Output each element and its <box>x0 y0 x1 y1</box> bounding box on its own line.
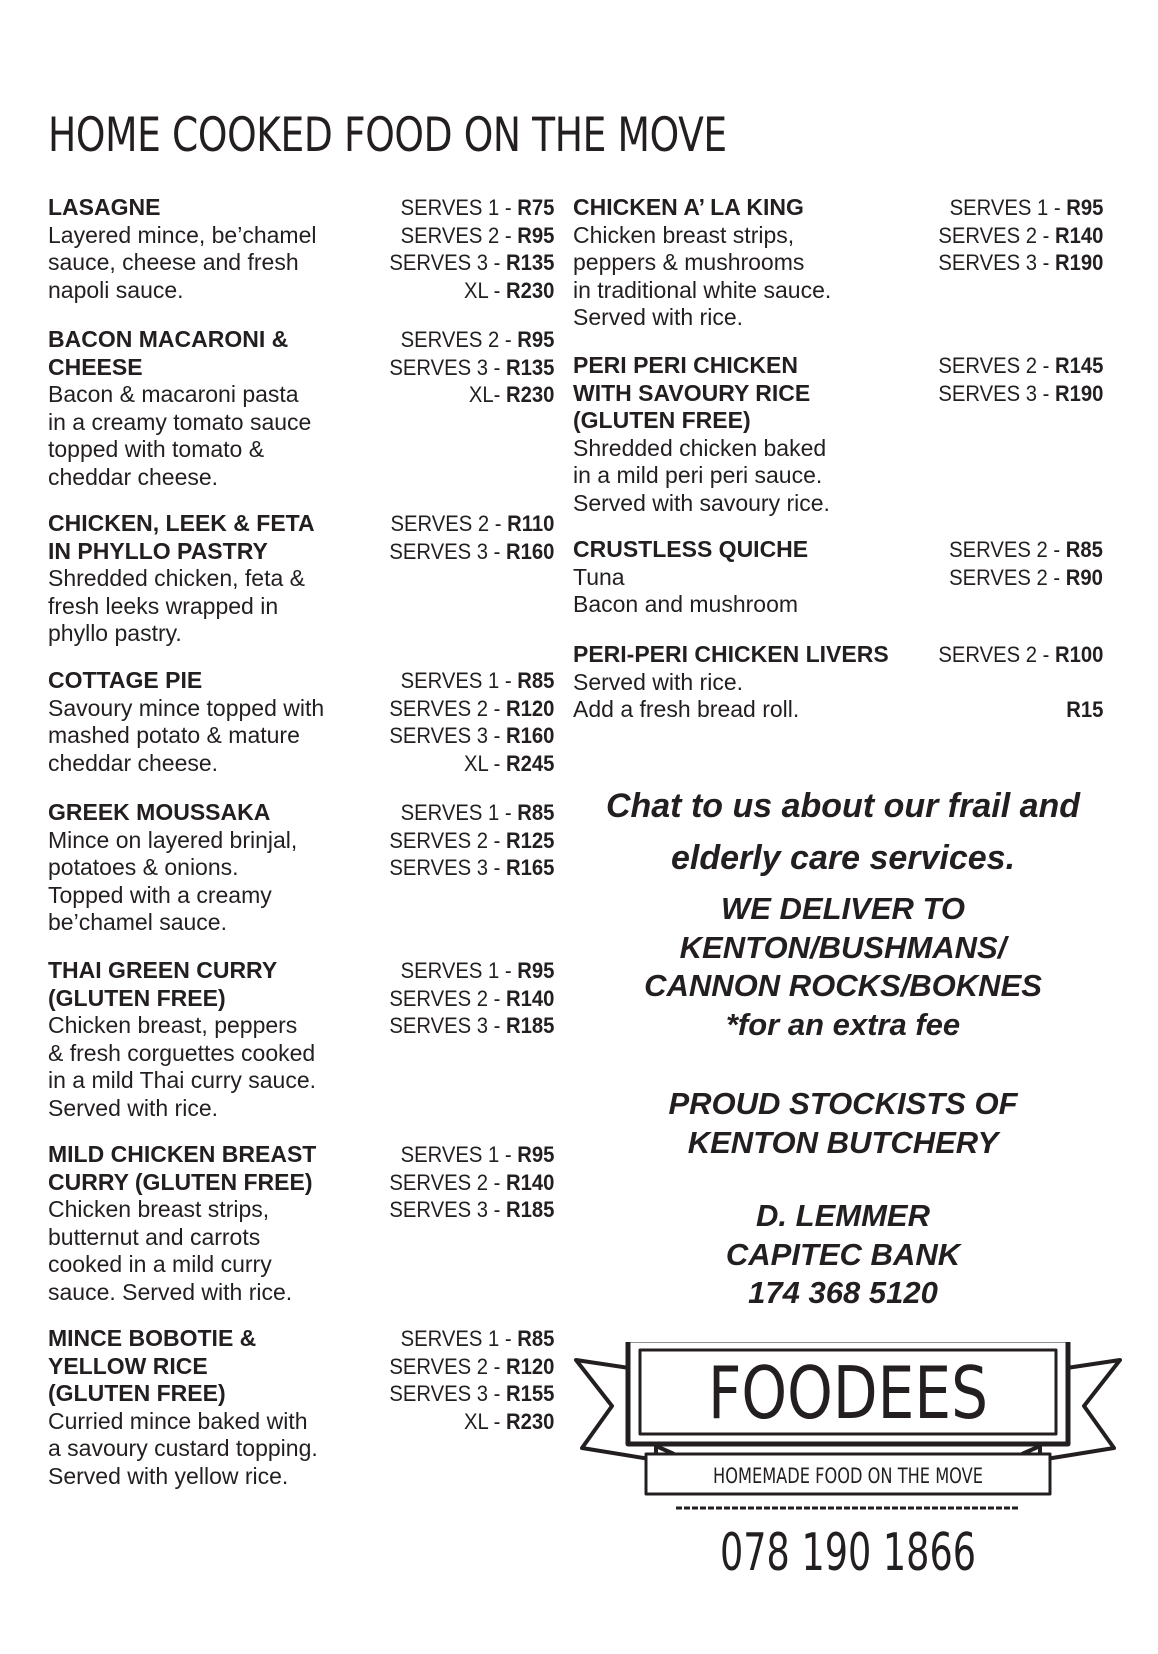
price-line: SERVES 2 - R90 <box>949 564 1103 590</box>
price-line: SERVES 2 - R140 <box>388 985 554 1011</box>
item-desc: Topped with a creamy <box>48 881 272 908</box>
price-line: SERVES 1 - R95 <box>400 1142 554 1167</box>
menu-item <box>573 194 1103 352</box>
item-name: THAI GREEN CURRY <box>48 957 278 983</box>
price-list <box>932 536 1103 591</box>
message-line: CANNON ROCKS/BOKNES <box>644 968 1042 1003</box>
item-name: GREEK MOUSSAKA <box>48 799 271 825</box>
menu-item <box>48 667 554 799</box>
message-line: WE DELIVER TO <box>720 891 965 926</box>
menu-item <box>48 194 554 326</box>
page-title: HOME COOKED FOOD ON THE MOVE <box>48 108 727 163</box>
item-name: PERI PERI CHICKEN <box>573 352 798 378</box>
menu-item <box>48 326 554 510</box>
menu-item <box>573 352 1103 536</box>
price-list <box>920 194 1103 277</box>
price-list <box>920 352 1103 407</box>
price-line: SERVES 1 - R95 <box>400 958 554 983</box>
item-desc: Mince on layered brinjal, <box>48 826 298 853</box>
price-line: SERVES 2 - R110 <box>390 511 554 536</box>
item-desc: sauce. Served with rice. <box>48 1278 293 1305</box>
item-desc: napoli sauce. <box>48 276 184 303</box>
item-desc: Add a fresh bread roll. <box>573 696 800 723</box>
item-desc: Chicken breast strips, <box>48 1196 270 1223</box>
item-desc: Served with rice. <box>573 668 744 695</box>
price-line: SERVES 2 - R85 <box>949 537 1103 562</box>
item-desc: mashed potato & mature <box>48 722 300 749</box>
item-name: CRUSTLESS QUICHE <box>573 536 809 562</box>
item-desc: Savoury mince topped with <box>48 694 325 721</box>
price-line: SERVES 3 - R185 <box>388 1197 554 1223</box>
price-line: SERVES 1 - R85 <box>400 800 554 825</box>
item-desc: Served with yellow rice. <box>48 1462 289 1489</box>
message-line: elderly care services. <box>670 839 1016 877</box>
logo-tagline: HOMEMADE FOOD ON THE MOVE <box>713 1464 983 1488</box>
item-name: CURRY (GLUTEN FREE) <box>48 1168 313 1195</box>
item-name: MINCE BOBOTIE & <box>48 1325 257 1351</box>
price-line: SERVES 3 - R155 <box>388 1381 554 1407</box>
price-line: SERVES 2 - R140 <box>388 1169 554 1195</box>
price-list <box>371 957 554 1040</box>
item-desc: phyllo pastry. <box>48 620 182 647</box>
message-line: KENTON/BUSHMANS/ <box>679 929 1007 965</box>
item-desc: a savoury custard topping. <box>48 1435 318 1462</box>
price-list <box>371 326 554 409</box>
message-line: *for an extra fee <box>725 1006 961 1042</box>
item-desc: Layered mince, be’chamel <box>48 221 317 248</box>
menu-item <box>48 957 554 1141</box>
item-desc: Served with rice. <box>48 1094 219 1121</box>
delivery-message <box>583 890 1103 1044</box>
price-list <box>371 1325 554 1435</box>
message-line: Chat to us about our frail and <box>605 787 1081 825</box>
item-desc: in a mild Thai curry sauce. <box>48 1067 317 1094</box>
item-name: CHICKEN, LEEK & FETA <box>48 510 315 536</box>
message-line: CAPITEC BANK <box>725 1236 961 1272</box>
item-name: PERI-PERI CHICKEN LIVERS <box>573 641 889 667</box>
menu-column-right <box>573 194 1103 724</box>
item-desc: Shredded chicken, feta & <box>48 565 305 592</box>
price-line: SERVES 1 - R85 <box>400 668 554 693</box>
menu-item <box>573 641 1103 724</box>
item-name: COTTAGE PIE <box>48 667 203 693</box>
price-line: XL - R230 <box>463 1408 554 1434</box>
message-line: 174 368 5120 <box>748 1275 938 1310</box>
price-line: SERVES 3 - R190 <box>937 380 1103 406</box>
price-line: SERVES 2 - R95 <box>400 327 554 352</box>
price-list <box>371 667 554 777</box>
item-desc: in a mild peri peri sauce. <box>573 462 823 489</box>
item-desc: Chicken breast, peppers <box>48 1012 298 1039</box>
price-line: XL - R245 <box>463 750 554 776</box>
price-line: SERVES 3 - R160 <box>388 723 554 749</box>
item-desc: fresh leeks wrapped in <box>48 592 279 619</box>
item-desc: butternut and carrots <box>48 1223 261 1250</box>
item-name: CHICKEN A’ LA KING <box>573 194 804 220</box>
item-desc: peppers & mushrooms <box>573 249 805 276</box>
menu-item <box>573 536 1103 641</box>
item-desc: cheddar cheese. <box>48 463 219 490</box>
price-line: SERVES 1 - R95 <box>949 195 1103 220</box>
item-desc: be’chamel sauce. <box>48 909 227 936</box>
item-desc: Shredded chicken baked <box>573 434 827 461</box>
price-list <box>920 641 1103 724</box>
price-line: SERVES 2 - R120 <box>388 1353 554 1379</box>
price-line: SERVES 3 - R160 <box>388 538 554 564</box>
menu-item <box>48 1325 554 1491</box>
price-line: SERVES 3 - R185 <box>388 1013 554 1039</box>
price-line: R15 <box>1065 697 1103 723</box>
item-name: (GLUTEN FREE) <box>48 984 226 1011</box>
price-line: SERVES 2 - R145 <box>937 353 1103 378</box>
item-desc: Served with rice. <box>573 304 744 331</box>
price-line: SERVES 1 - R85 <box>400 1326 554 1351</box>
stockists-message <box>583 1085 1103 1162</box>
item-desc: topped with tomato & <box>48 436 265 463</box>
price-line: SERVES 1 - R75 <box>400 195 554 220</box>
price-line: SERVES 3 - R135 <box>388 354 554 380</box>
item-desc: Chicken breast strips, <box>573 221 795 248</box>
message-line: PROUD STOCKISTS OF <box>668 1086 1018 1121</box>
item-name: LASAGNE <box>48 194 161 220</box>
price-line: SERVES 2 - R95 <box>400 222 554 248</box>
price-line <box>938 669 1103 697</box>
item-desc: Served with savoury rice. <box>573 489 830 516</box>
logo-name: FOODEES <box>708 1351 988 1435</box>
item-name: YELLOW RICE <box>48 1352 208 1379</box>
item-name: MILD CHICKEN BREAST <box>48 1141 317 1167</box>
item-desc: Bacon & macaroni pasta <box>48 381 299 408</box>
price-line: SERVES 2 - R120 <box>388 695 554 721</box>
price-line: XL - R230 <box>463 277 554 303</box>
price-line: SERVES 2 - R100 <box>937 642 1103 667</box>
price-list <box>371 1141 554 1224</box>
item-desc: Curried mince baked with <box>48 1407 308 1434</box>
item-desc: cheddar cheese. <box>48 749 219 776</box>
foodees-logo <box>572 1342 1122 1592</box>
item-name: BACON MACARONI & <box>48 326 289 352</box>
price-line: SERVES 2 - R125 <box>388 827 554 853</box>
item-desc: & fresh corguettes cooked <box>48 1039 316 1066</box>
price-line: SERVES 3 - R135 <box>388 250 554 276</box>
price-line: XL- R230 <box>468 382 554 408</box>
phone-number: 078 190 1866 <box>720 1523 976 1583</box>
item-desc: in a creamy tomato sauce <box>48 408 312 435</box>
item-name: CHEESE <box>48 353 143 380</box>
item-name: WITH SAVOURY RICE <box>573 379 811 406</box>
menu-item <box>48 510 554 667</box>
menu-item <box>48 1141 554 1325</box>
item-name: (GLUTEN FREE) <box>48 1380 226 1407</box>
menu-column-left <box>48 194 554 1491</box>
care-services-message <box>583 780 1103 884</box>
price-list <box>371 194 554 304</box>
price-line: SERVES 3 - R190 <box>937 250 1103 276</box>
item-desc: in traditional white sauce. <box>573 276 832 303</box>
menu-item <box>48 799 554 957</box>
price-list <box>371 799 554 882</box>
item-name: (GLUTEN FREE) <box>573 407 751 434</box>
item-desc: sauce, cheese and fresh <box>48 249 299 276</box>
item-desc: Bacon and mushroom <box>573 591 799 618</box>
price-list <box>371 510 554 565</box>
message-line: KENTON BUTCHERY <box>687 1124 999 1160</box>
item-desc: potatoes & onions. <box>48 854 239 881</box>
price-line: SERVES 2 - R140 <box>937 222 1103 248</box>
price-line: SERVES 3 - R165 <box>388 855 554 881</box>
item-name: IN PHYLLO PASTRY <box>48 537 268 564</box>
message-line: D. LEMMER <box>756 1198 930 1233</box>
item-desc: Tuna <box>573 563 625 590</box>
bank-details <box>583 1197 1103 1313</box>
item-desc: cooked in a mild curry <box>48 1251 272 1278</box>
